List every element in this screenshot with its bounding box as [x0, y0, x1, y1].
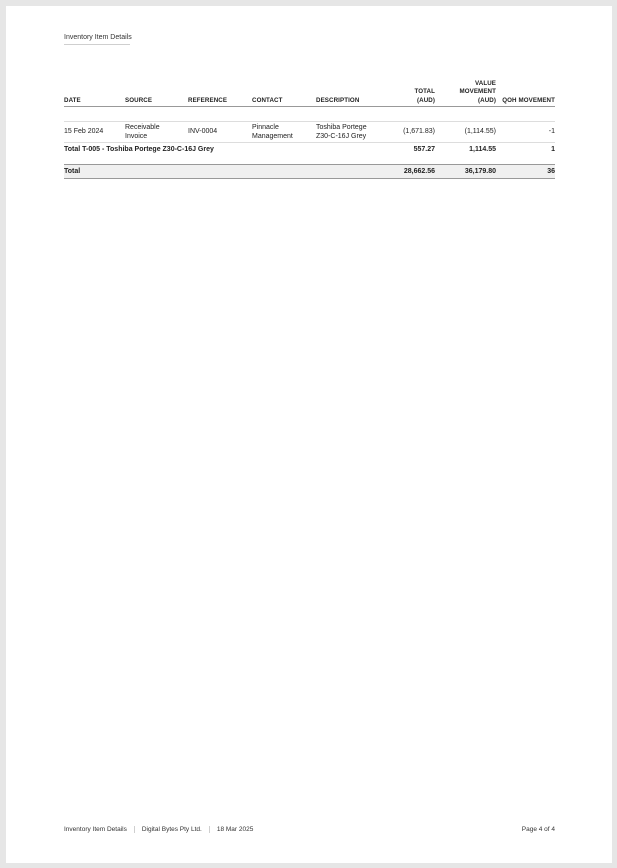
subtotal-total: 557.27: [385, 143, 435, 158]
subtotal-label: Total T-005 - Toshiba Portege Z30-C-16J Grey: [64, 143, 385, 158]
cell-date: 15 Feb 2024: [64, 128, 104, 136]
gap-row: [64, 157, 555, 165]
subtotal-value-movement: 1,114.55: [435, 143, 496, 158]
grand-total-value-movement: 36,179.80: [435, 165, 496, 179]
col-header-total-line2: (AUD): [416, 96, 435, 104]
grand-total-total: 28,662.56: [385, 165, 435, 179]
cell-contact-line1: Pinnacle: [252, 123, 279, 131]
col-header-value-line3: (AUD): [477, 96, 496, 104]
cell-source: [125, 122, 188, 143]
cell-description-line1: Toshiba Portege: [316, 123, 367, 131]
grand-total-label: Total: [64, 165, 385, 179]
footer-page-number: Page 4 of 4: [521, 826, 555, 833]
inventory-details-table: [64, 78, 555, 179]
cell-total: (1,671.83): [403, 128, 435, 136]
col-header-source: SOURCE: [125, 78, 188, 107]
subtotal-qoh-movement: 1: [496, 143, 555, 158]
col-header-date: DATE: [64, 78, 125, 107]
footer-company: Digital Bytes Pty Ltd.: [134, 826, 209, 833]
col-header-value-movement: [435, 78, 496, 107]
cell-description-line2: Z30-C-16J Grey: [316, 133, 367, 140]
cell-source-line2: Invoice: [125, 133, 148, 140]
cell-contact-line2: Management: [252, 133, 293, 140]
cell-qoh-movement: -1: [548, 128, 555, 136]
cell-source-line1: Receivable: [125, 123, 160, 131]
col-header-total: [385, 78, 435, 107]
grand-total-row: [64, 165, 555, 179]
col-header-reference: REFERENCE: [188, 78, 252, 107]
group-spacer-row: [64, 107, 555, 122]
col-header-value-line1: VALUE: [474, 79, 496, 87]
table-row: [64, 122, 555, 143]
grand-total-qoh-movement: 36: [496, 165, 555, 179]
report-header-title: Inventory Item Details: [64, 34, 130, 45]
col-header-description: DESCRIPTION: [316, 78, 385, 107]
col-header-value-line2: MOVEMENT: [459, 88, 496, 95]
footer-report-name: Inventory Item Details: [64, 826, 127, 833]
col-header-contact: CONTACT: [252, 78, 316, 107]
footer-date: 18 Mar 2025: [209, 826, 261, 833]
cell-description: [316, 122, 385, 143]
col-header-total-line1: TOTAL: [414, 88, 435, 95]
page-footer: [64, 826, 555, 833]
cell-value-movement: (1,114.55): [464, 128, 496, 136]
cell-contact: [252, 122, 316, 143]
report-page: [6, 6, 612, 863]
cell-reference: INV-0004: [188, 128, 218, 136]
col-header-qoh-movement: QOH MOVEMENT: [496, 78, 555, 107]
table-header-row: [64, 78, 555, 107]
item-subtotal-row: [64, 143, 555, 158]
